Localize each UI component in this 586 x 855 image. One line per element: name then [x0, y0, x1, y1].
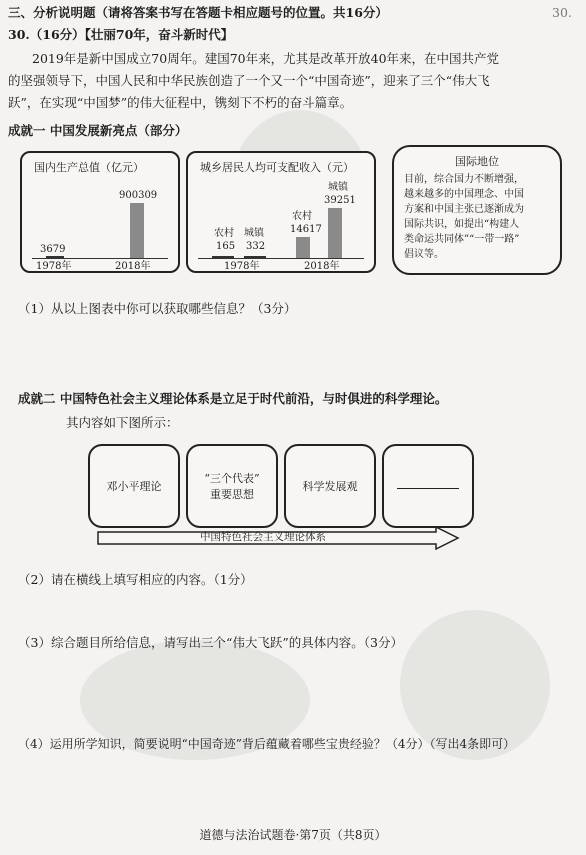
urban-1978-label: 城镇	[244, 228, 264, 239]
question-3: （3）综合题目所给信息，请写出三个“伟大飞跃”的具体内容。（3分）	[18, 635, 403, 650]
question-number-line: 30.（16分）【壮丽70年，奋斗新时代】	[8, 27, 234, 42]
intl-line-4: 国际共识，如提出“构建人	[404, 219, 520, 230]
intl-line-6: 倡议等。	[404, 249, 444, 260]
income-2018-year: 2018年	[304, 261, 340, 272]
question-1: （1）从以上图表中你可以获取哪些信息？（3分）	[18, 301, 297, 316]
gdp-2018-value: 900309	[119, 190, 158, 201]
income-axis	[198, 258, 364, 259]
gdp-axis	[32, 258, 168, 259]
achievement2-title: 成就二 中国特色社会主义理论体系是立足于时代前沿，与时俱进的科学理论。	[18, 391, 448, 406]
page-footer: 道德与法治试题卷·第7页（共8页）	[199, 828, 387, 842]
income-panel	[186, 151, 376, 273]
rural-1978-label: 农村	[214, 228, 234, 239]
urban-2018-label: 城镇	[328, 182, 348, 193]
gdp-title: 国内生产总值（亿元）	[34, 161, 144, 174]
theory-box-scientific-outlook-label: 科学发展观	[302, 480, 358, 493]
intl-status-panel	[392, 145, 562, 275]
question-4: （4）运用所学知识，简要说明“中国奇迹”背后蕴藏着哪些宝贵经验？（4分）（写出4条即可）	[18, 737, 516, 751]
question-2: （2）请在横线上填写相应的内容。（1分）	[18, 572, 253, 587]
income-1978-year: 1978年	[224, 261, 260, 272]
gdp-1978-value: 3679	[40, 244, 66, 255]
gdp-2018-bar	[130, 203, 144, 258]
theory-box-scientific-outlook	[284, 444, 376, 528]
answer-blank-line[interactable]	[397, 488, 459, 489]
rural-2018-label: 农村	[292, 211, 312, 222]
intl-line-1: 目前，综合国力不断增强，	[404, 174, 524, 185]
intl-line-3: 方案和中国主张已逐渐成为	[404, 204, 524, 215]
theory-box-deng	[88, 444, 180, 528]
gdp-1978-year: 1978年	[36, 261, 72, 272]
urban-2018-bar	[328, 208, 342, 258]
intro-line-3: 跃”，在实现“中国梦”的伟大征程中，镌刻下不朽的奋斗篇章。	[8, 95, 353, 110]
rural-2018-value: 14617	[290, 224, 322, 235]
theory-box-three-represents	[186, 444, 278, 528]
income-title: 城乡居民人均可支配收入（元）	[200, 161, 354, 174]
intl-title: 国际地位	[455, 155, 499, 168]
achievement1-title: 成就一 中国发展新亮点（部分）	[8, 123, 188, 138]
rural-2018-bar	[296, 237, 310, 258]
achievement2-subtitle: 其内容如下图所示：	[66, 415, 179, 430]
theory-box-deng-label: 邓小平理论	[106, 480, 162, 493]
theory-box-blank	[382, 444, 474, 528]
intl-line-5: 类命运共同体”“一带一路”	[404, 234, 520, 245]
section-heading: 三、分析说明题（请将答案书写在答题卡相应题号的位置。共16分）	[8, 5, 388, 20]
bleed-page-number: 30.	[552, 5, 572, 20]
gdp-2018-year: 2018年	[115, 261, 151, 272]
intro-line-2: 的坚强领导下，中国人民和中华民族创造了一个又一个“中国奇迹”，迎来了三个“伟大飞	[8, 73, 490, 88]
theory-box-three-represents-line1: “三个代表”	[204, 472, 260, 485]
rural-1978-value: 165	[216, 241, 236, 252]
arrow-label: 中国特色社会主义理论体系	[200, 531, 326, 543]
intl-line-2: 越来越多的中国理念、中国	[404, 189, 524, 200]
intro-line-1: 2019年是新中国成立70周年。建国70年来，尤其是改革开放40年来，在中国共产党	[32, 51, 500, 66]
urban-1978-value: 332	[246, 241, 266, 252]
theory-box-three-represents-line2: 重要思想	[210, 488, 254, 501]
urban-2018-value: 39251	[324, 195, 356, 206]
gdp-panel	[20, 151, 180, 273]
